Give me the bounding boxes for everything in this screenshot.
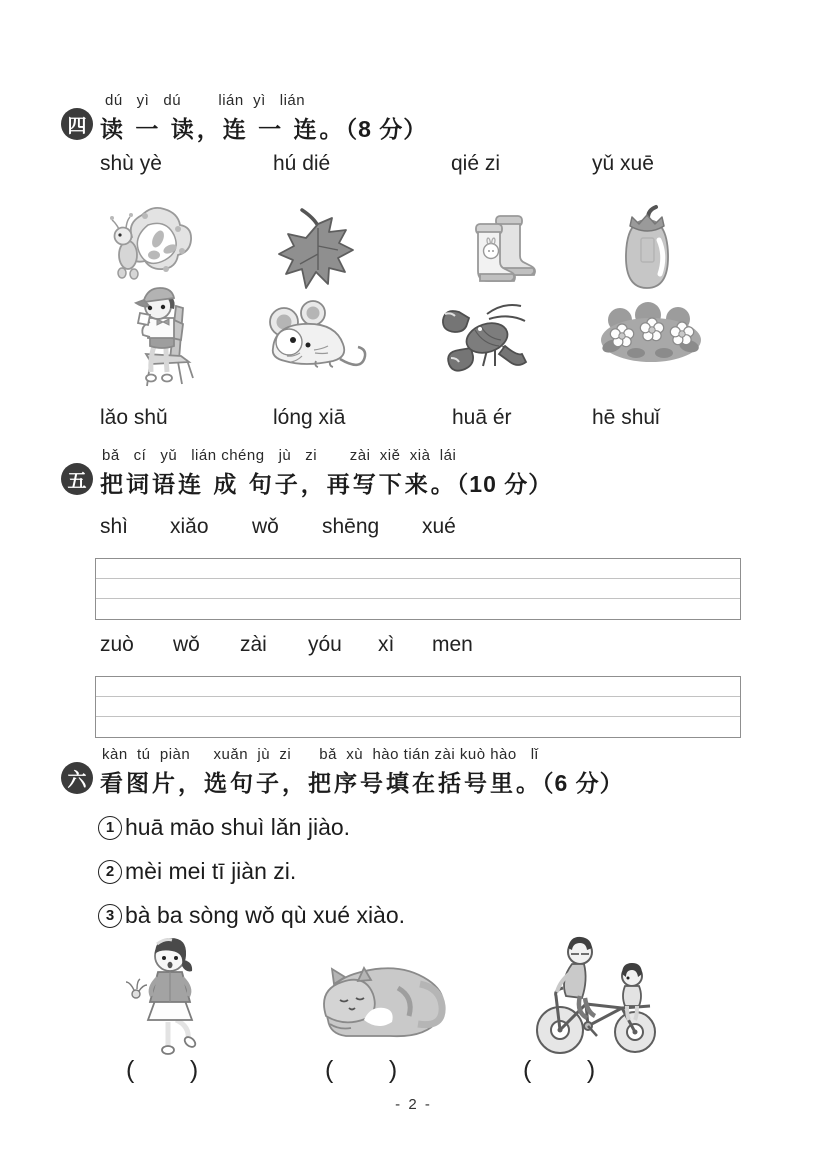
word-xue: xué <box>422 515 456 538</box>
eggplant-illustration <box>616 204 678 292</box>
section-5-header-pinyin: bǎ cí yǔ lián chéng jù zi zài xiě xià lái <box>102 447 457 464</box>
match-word-longxia: lóng xiā <box>273 406 346 429</box>
answer-bracket-2[interactable]: ( ) <box>325 1056 398 1084</box>
butterfly-illustration <box>108 203 200 291</box>
section-6-title: 看图片，选句子，把序号填在括号里。 <box>100 770 542 796</box>
sentence-text-1: huā māo shuì lǎn jiào. <box>125 814 351 840</box>
word-xiao: xiǎo <box>170 515 209 538</box>
section-5-badge: 五 <box>61 463 93 495</box>
word-zai: zài <box>240 633 267 656</box>
match-word-huaer: huā ér <box>452 406 512 429</box>
word-wo-2: wǒ <box>173 633 200 656</box>
word-xi: xì <box>378 633 395 656</box>
writing-grid-2[interactable] <box>95 676 741 738</box>
section-4-badge: 四 <box>61 108 93 140</box>
word-men: men <box>432 633 473 656</box>
circled-number-3: 3 <box>98 904 122 928</box>
match-word-hudie: hú dié <box>273 152 331 175</box>
maple-leaf-illustration <box>276 206 354 290</box>
match-word-shuye: shù yè <box>100 152 162 175</box>
page-number: - 2 - <box>395 1096 432 1113</box>
word-you: yóu <box>308 633 342 656</box>
section-4-score: （8 分） <box>345 116 428 142</box>
sentence-text-3: bà ba sòng wǒ qù xué xiào. <box>125 902 406 928</box>
section-4-title: 读 一 读，连 一 连。 <box>100 116 346 142</box>
section-6-header <box>100 765 624 798</box>
circled-number-1: 1 <box>98 816 122 840</box>
section-4-header <box>100 111 427 144</box>
father-cycling-with-child-illustration <box>528 930 666 1056</box>
sentence-option-1 <box>98 814 350 841</box>
sentence-option-2 <box>98 858 296 885</box>
match-word-yuxue: yǔ xuē <box>592 152 654 175</box>
writing-grid-line <box>96 598 740 599</box>
section-5-header <box>100 466 552 499</box>
word-zuo: zuò <box>100 633 134 656</box>
writing-grid-line <box>96 578 740 579</box>
answer-bracket-3[interactable]: ( ) <box>523 1056 596 1084</box>
section-6-badge: 六 <box>61 762 93 794</box>
mouse-illustration <box>256 296 368 378</box>
writing-grid-line <box>96 716 740 717</box>
section-6-score: （6 分） <box>542 770 624 796</box>
lobster-illustration <box>435 296 537 376</box>
section-6-header-pinyin: kàn tú piàn xuǎn jù zi bǎ xù hào tián zài kuò hào lǐ <box>102 746 539 763</box>
word-sheng: shēng <box>322 515 380 538</box>
section-5-score: （10 分） <box>456 471 553 497</box>
sentence-option-3 <box>98 902 405 929</box>
rain-boots-illustration <box>460 208 540 288</box>
match-word-heshui: hē shuǐ <box>592 406 660 429</box>
match-word-laoshu: lǎo shǔ <box>100 406 168 429</box>
section-5-title: 把词语连 成 句子，再写下来。 <box>100 471 457 497</box>
word-shi: shì <box>100 515 129 538</box>
answer-bracket-1[interactable]: ( ) <box>126 1056 199 1084</box>
section-4-header-pinyin: dú yì dú lián yì lián <box>105 92 306 109</box>
sentence-text-2: mèi mei tī jiàn zi. <box>125 858 297 884</box>
writing-grid-line <box>96 696 740 697</box>
match-word-qiezi: qié zi <box>451 152 501 175</box>
circled-number-2: 2 <box>98 860 122 884</box>
writing-grid-1[interactable] <box>95 558 741 620</box>
girl-kicking-shuttlecock-illustration <box>124 932 220 1056</box>
flowers-illustration <box>598 302 704 366</box>
boy-drinking-water-illustration <box>120 286 202 390</box>
sleeping-cat-illustration <box>300 952 460 1044</box>
word-wo-1: wǒ <box>252 515 279 538</box>
